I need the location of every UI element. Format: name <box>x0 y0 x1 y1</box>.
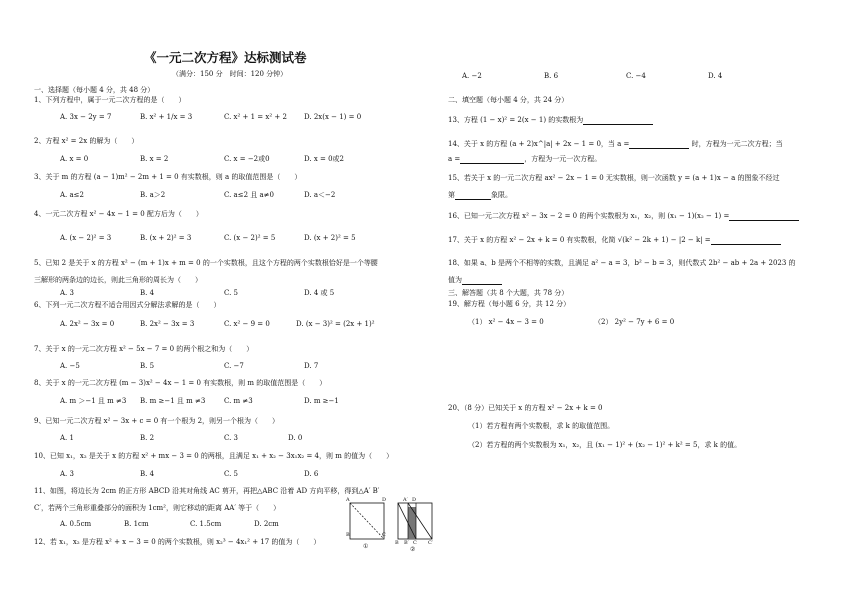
q6-option-d: D. (x − 3)² = (2x + 1)² <box>296 320 375 328</box>
q1-option-a: A. 3x − 2y = 7 <box>60 113 112 121</box>
q4-option-c: C. (x − 2)² = 5 <box>224 234 276 242</box>
question-8: 8、关于 x 的一元二次方程 (m − 3)x² − 4x − 1 = 0 有实数根，则 m 的取值范围是（ ） <box>34 379 327 387</box>
q8-option-b: B. m ≥−1 且 m ≠3 <box>140 397 206 405</box>
section-choice-heading: 一、选择题（每小题 4 分，共 48 分） <box>34 86 155 94</box>
page-subtitle: （满分：150 分 时间：120 分钟） <box>172 70 288 78</box>
question-6: 6、下列一元二次方程不适合用因式分解法求解的是（ ） <box>34 301 221 309</box>
question-5-line2: 三解形的两条边的边长，则此三角形的周长为（ ） <box>34 276 202 284</box>
q10-option-a: A. 3 <box>60 470 74 478</box>
fig2-label-c-prime: C′ <box>428 540 433 546</box>
fig2-label-b: B <box>395 540 399 546</box>
q18-blank[interactable] <box>462 276 502 285</box>
q11-option-c: C. 1.5cm <box>190 520 222 528</box>
q13-blank[interactable] <box>583 116 653 125</box>
q5-option-a: A. 3 <box>60 289 74 297</box>
question-4: 4、一元二次方程 x² − 4x − 1 = 0 配方后为（ ） <box>34 210 203 218</box>
q11-option-d: D. 2cm <box>254 520 279 528</box>
q11-option-b: B. 1cm <box>124 520 149 528</box>
question-13 <box>448 116 653 125</box>
question-19: 19、解方程（每小题 6 分，共 12 分） <box>448 300 571 308</box>
question-20: 20、（8 分）已知关于 x 的方程 x² − 2x + k = 0 <box>448 404 603 412</box>
fig2-label-c: C <box>413 540 417 546</box>
question-14-line2 <box>448 155 601 164</box>
page-title: 《一元二次方程》达标测试卷 <box>144 50 307 65</box>
q17-blank[interactable] <box>711 236 781 245</box>
q12-option-d: D. 4 <box>708 72 723 80</box>
question-19-part1: （1） x² − 4x − 3 = 0 <box>468 318 544 326</box>
q14-text-d: ，方程为一元一次方程。 <box>524 155 602 163</box>
q12-option-b: B. 6 <box>544 72 559 80</box>
question-1: 1、下列方程中，属于一元二次方程的是（ ） <box>34 96 186 104</box>
q1-option-c: C. x² + 1 = x² + 2 <box>224 113 287 121</box>
q1-option-b: B. x² + 1/x = 3 <box>140 113 193 121</box>
q15-blank[interactable] <box>455 191 491 200</box>
q14-blank-2[interactable] <box>460 155 524 164</box>
q6-option-a: A. 2x² − 3x = 0 <box>60 320 115 328</box>
question-17 <box>448 236 781 245</box>
section-answer-heading: 三、解答题（共 8 个大题，共 78 分） <box>448 289 569 297</box>
question-10: 10、已知 x₁，x₂ 是关于 x 的方程 x² + mx − 3 = 0 的两根，且满足 x₁ + x₂ − 3x₁x₂ = 4，则 m 的值为（ ） <box>34 452 394 460</box>
question-15-line2 <box>448 191 512 200</box>
q14-text-a: 14、关于 x 的方程 (a + 2)x^|a| + 2x − 1 = 0，当 a = <box>448 140 630 148</box>
q16-blank[interactable] <box>729 212 799 221</box>
fig1-label-a: A <box>346 497 350 503</box>
fig2-number: ② <box>410 546 416 553</box>
q6-option-c: C. x² − 9 = 0 <box>224 320 270 328</box>
q17-text: 17、关于 x 的方程 x² − 2x + k = 0 有实数根，化简 √(k² − 2k + 1) − |2 − k| = <box>448 236 711 244</box>
question-9: 9、已知一元二次方程 x² − 3x + c = 0 有一个根为 2，则另一个根为（ ） <box>34 417 280 425</box>
question-12: 12、若 x₁，x₂ 是方程 x² + x − 3 = 0 的两个实数根，则 x₂³ − 4x₁² + 17 的值为（ ） <box>34 538 321 546</box>
q7-option-a: A. −5 <box>60 362 80 370</box>
q13-text: 13、方程 (1 − x)² = 2(x − 1) 的实数根为 <box>448 116 584 124</box>
q7-option-b: B. 5 <box>140 362 155 370</box>
q18-text-b: 值为 <box>448 276 462 284</box>
q4-option-d: D. (x + 2)² = 5 <box>304 234 356 242</box>
q16-text: 16、已知一元二次方程 x² − 3x − 2 = 0 的两个实数根为 x₁，x₂，则 (x₁ − 1)(x₂ − 1) = <box>448 212 730 220</box>
question-5-line1: 5、已知 2 是关于 x 的方程 x² − (m + 1)x + m = 0 的一个实数根，且这个方程的两个实数根恰好是一个等腰 <box>34 259 378 267</box>
q10-option-c: C. 5 <box>224 470 239 478</box>
q4-option-a: A. (x − 2)² = 3 <box>60 234 112 242</box>
q8-option-d: D. m ≥−1 <box>304 397 339 405</box>
q5-option-c: C. 5 <box>224 289 239 297</box>
section-fill-heading: 二、填空题（每小题 4 分，共 24 分） <box>448 96 569 104</box>
q12-option-c: C. −4 <box>626 72 646 80</box>
question-16 <box>448 212 799 221</box>
q15-text-c: 象限。 <box>491 191 512 199</box>
question-20-part1: （1）若方程有两个实数根，求 k 的取值范围。 <box>468 422 615 430</box>
question-7: 7、关于 x 的一元二次方程 x² − 5x − 7 = 0 的两个根之和为（ ） <box>34 345 254 353</box>
q6-option-b: B. 2x² − 3x = 3 <box>140 320 195 328</box>
q7-option-d: D. 7 <box>304 362 319 370</box>
q9-option-c: C. 3 <box>224 434 239 442</box>
question-11-line1: 11、如图，将边长为 2cm 的正方形 ABCD 沿其对角线 AC 剪开，再把△ABC 沿着 AD 方向平移，得到△A′ B′ <box>34 487 380 495</box>
q5-option-d: D. 4 或 5 <box>304 289 335 297</box>
fig2-label-d: D <box>412 497 417 503</box>
q2-option-b: B. x = 2 <box>140 155 169 163</box>
q3-option-a: A. a≤2 <box>60 191 84 199</box>
q7-option-c: C. −7 <box>224 362 244 370</box>
q2-option-c: C. x = −2或0 <box>224 155 270 163</box>
q9-option-b: B. 2 <box>140 434 155 442</box>
q14-blank-1[interactable] <box>629 140 689 149</box>
q15-text-b: 第 <box>448 191 455 199</box>
question-11-line2: C′，若两个三角形重叠部分的面积为 1cm²，则它移动的距离 AA′ 等于（ ） <box>34 504 281 512</box>
question-18-line2 <box>448 276 502 285</box>
fig1-label-d: D <box>382 497 387 503</box>
q12-option-a: A. −2 <box>462 72 482 80</box>
question-15-line1: 15、若关于 x 的一元二次方程 ax² − 2x − 1 = 0 无实数根，则一次函数 y = (a + 1)x − a 的图象不经过 <box>448 174 780 182</box>
q1-option-d: D. 2x(x − 1) = 0 <box>304 113 362 121</box>
question-18-line1: 18、如果 a、b 是两个不相等的实数，且满足 a² − a = 3，b² − b = 3，则代数式 2b² − ab + 2a + 2023 的 <box>448 259 796 267</box>
q9-option-d: D. 0 <box>288 434 303 442</box>
fig1-label-c: C <box>382 532 386 538</box>
q4-option-b: B. (x + 2)² = 3 <box>140 234 192 242</box>
q8-option-a: A. m ＞−1 且 m ≠3 <box>60 397 127 405</box>
question-14-line1 <box>448 140 783 149</box>
q2-option-a: A. x = 0 <box>60 155 89 163</box>
fig1-number: ① <box>363 543 369 550</box>
square-translation-figure <box>340 497 440 553</box>
question-19-part2: （2） 2y² − 7y + 6 = 0 <box>594 318 675 326</box>
q9-option-a: A. 1 <box>60 434 74 442</box>
q10-option-b: B. 4 <box>140 470 155 478</box>
fig2-label-b-prime: B′ <box>404 540 409 546</box>
question-2: 2、方程 x² = 2x 的解为（ ） <box>34 137 139 145</box>
question-3: 3、关于 m 的方程 (a − 1)m² − 2m + 1 = 0 有实数根，则 a 的取值范围是（ ） <box>34 173 302 181</box>
q3-option-c: C. a≤2 且 a≠0 <box>224 191 274 199</box>
q5-option-b: B. 4 <box>140 289 155 297</box>
q14-text-c: a = <box>448 155 461 163</box>
q3-option-b: B. a＞2 <box>140 191 166 199</box>
q3-option-d: D. a＜−2 <box>304 191 336 199</box>
fig1-label-b: B <box>346 532 350 538</box>
q14-text-b: 时，方程为一元二次方程；当 <box>691 140 783 148</box>
q11-option-a: A. 0.5cm <box>60 520 92 528</box>
q8-option-c: C. m ≠3 <box>224 397 253 405</box>
fig2-label-a-prime: A′ <box>403 497 408 503</box>
q2-option-d: D. x = 0或2 <box>304 155 344 163</box>
question-20-part2: （2）若方程的两个实数根为 x₁，x₂，且 (x₁ − 1)² + (x₂ − 1)² + k² = 5，求 k 的值。 <box>468 441 742 449</box>
q10-option-d: D. 6 <box>304 470 319 478</box>
